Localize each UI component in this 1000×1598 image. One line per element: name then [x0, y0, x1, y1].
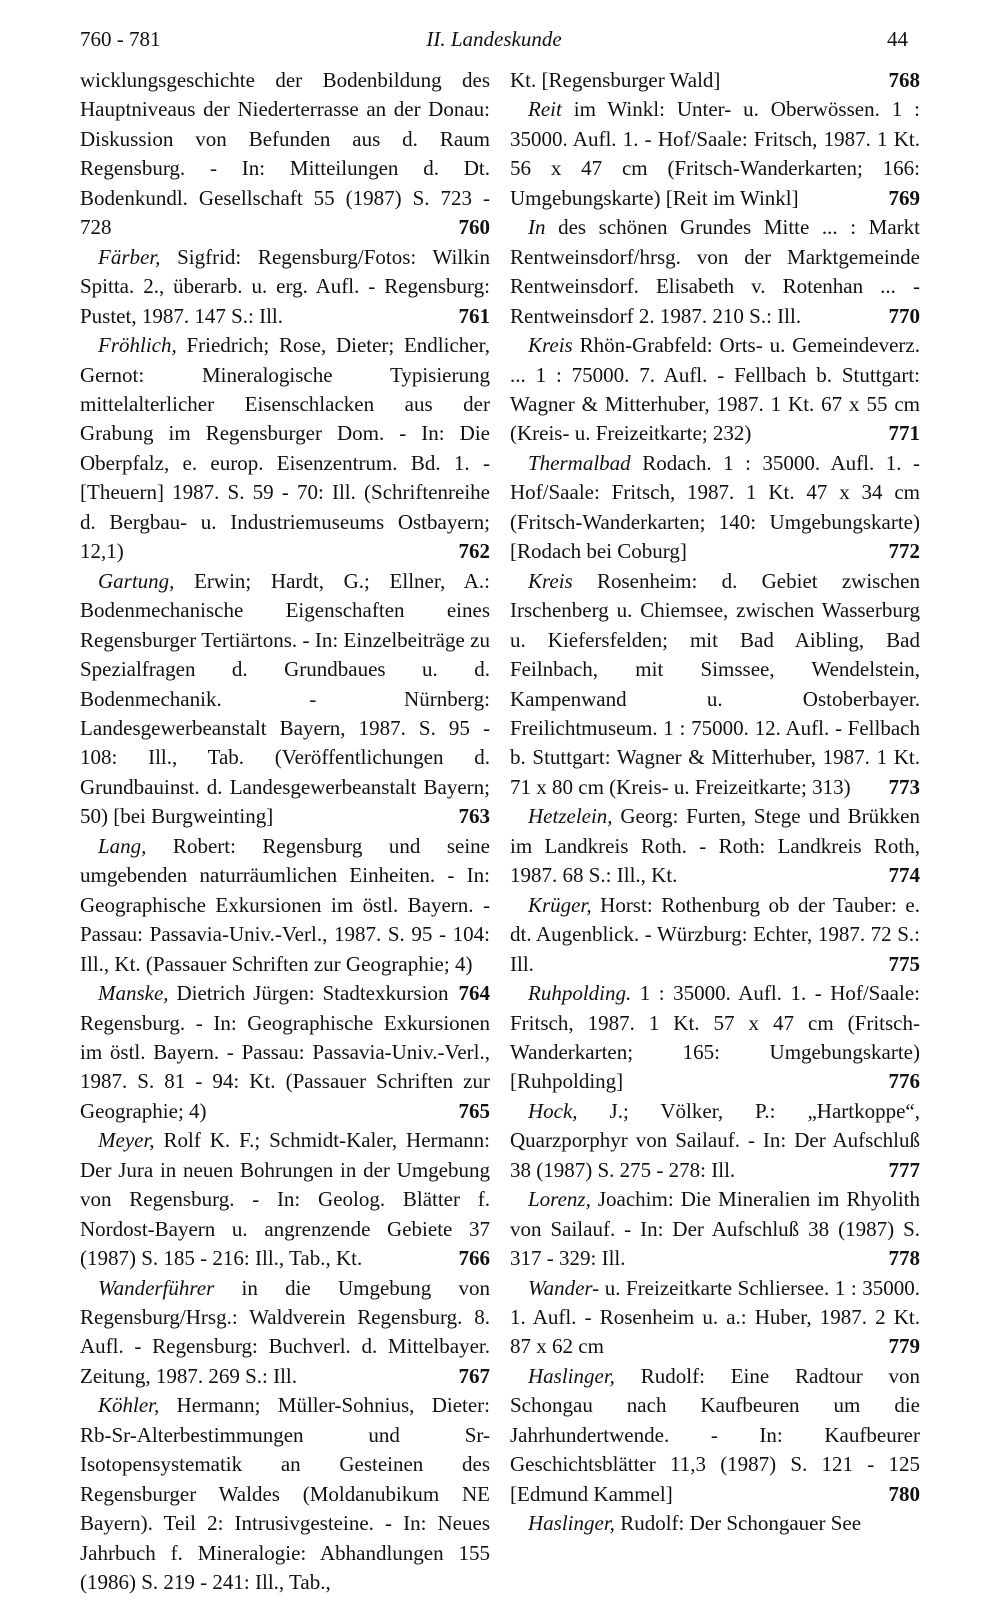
- entry-author: Reit: [528, 97, 562, 122]
- entry-number: 761: [458, 303, 490, 328]
- bibliography-entry: [510, 331, 920, 449]
- bibliography-entry: [510, 1185, 920, 1273]
- entry-text: Joachim: Die Mineralien im Rhyolith von Sailauf. - In: Der Aufschluß 38 (1987) S. 317 - 329: Ill.: [510, 1187, 920, 1271]
- entry-author: Haslinger,: [528, 1511, 615, 1536]
- entry-author: Köhler,: [98, 1393, 160, 1418]
- entry-text: in die Umgebung von Regensburg/Hrsg.: Waldverein Regensburg. 8. Aufl. - Regensburg: Buchverl. d. Mittelbayer. Zeitung, 1987. 269 S.: Ill.: [80, 1275, 490, 1388]
- entry-text: u. Freizeitkarte Schliersee. 1 : 35000. 1. Aufl. - Rosenheim u. a.: Huber, 1987. 2 Kt. 87 x 62 cm: [510, 1275, 920, 1359]
- entry-number: 764: [458, 981, 490, 1006]
- entry-number: 760: [458, 215, 490, 240]
- entry-number: 771: [888, 421, 920, 446]
- entry-number: 776: [888, 1069, 920, 1094]
- entry-text: des schönen Grundes Mitte ... : Markt Rentweinsdorf/hrsg. von der Marktgemeinde Rentweinsdorf. Elisabeth v. Rotenhan ... - Rentweinsdorf 2. 1987. 210 S.: Ill.: [510, 215, 920, 328]
- section-title: II. Landeskunde: [426, 27, 562, 51]
- entry-author: Kreis: [528, 568, 573, 593]
- bibliography-entry: [510, 213, 920, 331]
- bibliography-entry: [80, 331, 490, 567]
- bibliography-entry: [510, 449, 920, 567]
- bibliography-entry: [510, 1362, 920, 1509]
- entry-author: Färber,: [98, 244, 161, 269]
- entry-author: Krüger,: [528, 892, 592, 917]
- bibliography-entry: [80, 1391, 490, 1597]
- entry-text: Rhön-Grabfeld: Orts- u. Gemeindeverz. ... 1 : 75000. 7. Aufl. - Fellbach b. Stuttgart: Wagner & Mitterhuber, 1987. 1 Kt. 67 x 55 cm (Kreis- u. Freizeitkarte; 232): [510, 333, 920, 446]
- entry-text: J.; Völker, P.: „Hartkoppe“, Quarzporphyr von Sailauf. - In: Der Aufschluß 38 (1987) S. 275 - 278: Ill.: [510, 1098, 920, 1182]
- entry-author: In: [528, 215, 546, 240]
- bibliography-entry: [510, 66, 920, 95]
- entry-author: Lang,: [98, 833, 147, 858]
- entry-text: Friedrich; Rose, Dieter; Endlicher, Gernot: Mineralogische Typisierung mittelalterlicher Eisenschlacken aus der Grabung im Regensburger Dom. - In: Die Oberpfalz, e. europ. Eisenzentrum. Bd. 1. - [Theuern] 1987. S. 59 - 70: Ill. (Schriftenreihe d. Bergbau- u. Industriemuseums Ostbayern; 12,1): [80, 333, 490, 564]
- entry-author: Fröhlich,: [98, 333, 177, 358]
- entry-number: 780: [888, 1481, 920, 1506]
- entry-text: Dietrich Jürgen: Stadtexkursion Regensburg. - In: Geographische Exkursionen im östl. Bayern. - Passau: Passavia-Univ.-Verl., 1987. S. 81 - 94: Kt. (Passauer Schriften zur Geographie; 4): [80, 981, 490, 1123]
- bibliography-entry: [510, 567, 920, 803]
- entry-number: 773: [888, 774, 920, 799]
- bibliography-entry: [510, 802, 920, 890]
- entry-text: Rosenheim: d. Gebiet zwischen Irschenberg u. Chiemsee, zwischen Wasserburg u. Kiefersfelden; mit Bad Aibling, Bad Feilnbach, mit Simssee, Wendelstein, Kampenwand u. Ostoberbayer. Freilichtmuseum. 1 : 75000. 12. Aufl. - Fellbach b. Stuttgart: Wagner & Mitterhuber, 1987. 1 Kt. 71 x 80 cm (Kreis- u. Freizeitkarte; 313): [510, 568, 920, 799]
- entry-text: 1 : 35000. Aufl. 1. - Hof/Saale: Fritsch, 1987. 1 Kt. 57 x 47 cm (Fritsch-Wanderkarten; 165: Umgebungskarte) [Ruhpolding]: [510, 981, 920, 1094]
- entry-author: Hetzelein,: [528, 804, 613, 829]
- right-column: [510, 66, 920, 1539]
- entry-text: Rolf K. F.; Schmidt-Kaler, Hermann: Der Jura in neuen Bohrungen in der Umgebung von Regensburg. - In: Geolog. Blätter f. Nordost-Bayern u. angrenzende Gebiete 37 (1987) S. 185 - 216: Ill., Tab., Kt.: [80, 1128, 490, 1271]
- entry-number: 765: [458, 1098, 490, 1123]
- entry-text: Rodach. 1 : 35000. Aufl. 1. - Hof/Saale: Fritsch, 1987. 1 Kt. 47 x 34 cm (Fritsch-Wanderkarten; 140: Umgebungskarte) [Rodach bei Coburg]: [510, 450, 920, 564]
- bibliography-entry: [510, 1274, 920, 1362]
- bibliography-entry: [510, 95, 920, 213]
- entry-text: Rudolf: Der Schongauer See: [614, 1511, 862, 1536]
- bibliography-entry: [510, 1097, 920, 1185]
- entry-number: 775: [888, 951, 920, 976]
- entry-text: Hermann; Müller-Sohnius, Dieter: Rb-Sr-Alterbestimmungen und Sr-Isotopensystematik an Gesteinen des Regensburger Waldes (Moldanubikum NE Bayern). Teil 2: Intrusivgesteine. - In: Neues Jahrbuch f. Mineralogie: Abhandlungen 155 (1986) S. 219 - 241: Ill., Tab.,: [80, 1393, 490, 1595]
- entry-author: Gartung,: [98, 568, 175, 593]
- entry-author: Meyer,: [98, 1128, 155, 1153]
- entry-text: Kt. [Regensburger Wald]: [510, 68, 721, 92]
- bibliography-entry: [80, 1274, 490, 1392]
- entry-text: Rudolf: Eine Radtour von Schongau nach Kaufbeuren um die Jahrhundertwende. - In: Kaufbeurer Geschichtsblätter 11,3 (1987) S. 121 - 125 [Edmund Kammel]: [510, 1363, 920, 1506]
- bibliography-entry: [80, 979, 490, 1126]
- entry-number: 769: [888, 185, 920, 210]
- bibliography-entry: [80, 567, 490, 832]
- entry-author: Wanderführer: [98, 1275, 215, 1300]
- entry-text: Horst: Rothenburg ob der Tauber: e. dt. Augenblick. - Würzburg: Echter, 1987. 72 S.: Ill.: [510, 892, 920, 976]
- entry-text: wicklungsgeschichte der Bodenbildung des Hauptniveaus der Niederterrasse an der Donau: Diskussion von Befunden aus d. Raum Regensburg. - In: Mitteilungen d. Dt. Bodenkundl. Gesellschaft 55 (1987) S. 723 - 728: [80, 68, 490, 240]
- entry-author: Ruhpolding.: [528, 981, 632, 1006]
- bibliography-entry: [510, 1509, 920, 1538]
- entry-number: 768: [888, 68, 920, 92]
- entry-number: 767: [458, 1363, 490, 1388]
- bibliography-entry: [510, 891, 920, 979]
- entry-author: Manske,: [98, 981, 169, 1006]
- entry-number: 779: [888, 1334, 920, 1359]
- entry-author: Hock,: [528, 1098, 578, 1123]
- entry-author: Kreis: [528, 333, 573, 358]
- entry-number: 770: [888, 303, 920, 328]
- entry-author: Lorenz,: [528, 1187, 591, 1212]
- entry-number: 763: [458, 804, 490, 829]
- entry-range: 760 - 781: [80, 27, 161, 51]
- entry-text: Robert: Regensburg und seine umgebenden naturräumlichen Einheiten. - In: Geographische Exkursionen im östl. Bayern. - Passau: Passavia-Univ.-Verl., 1987. S. 95 - 104: Ill., Kt. (Passauer Schriften zur Geographie; 4): [80, 833, 490, 976]
- entry-text: Georg: Furten, Stege und Brükken im Landkreis Roth. - Roth: Landkreis Roth, 1987. 68 S.: Ill., Kt.: [510, 804, 920, 888]
- page-number: 44: [887, 27, 908, 51]
- bibliography-entry: [80, 1126, 490, 1273]
- entry-text: im Winkl: Unter- u. Oberwössen. 1 : 35000. Aufl. 1. - Hof/Saale: Fritsch, 1987. 1 Kt. 56 x 47 cm (Fritsch-Wanderkarten; 166: Umgebungskarte) [Reit im Winkl]: [510, 97, 920, 210]
- left-column: [80, 66, 490, 1598]
- entry-number: 772: [888, 539, 920, 564]
- entry-author: Thermalbad: [528, 450, 631, 475]
- entry-number: 777: [888, 1157, 920, 1182]
- entry-author: Wander-: [528, 1275, 600, 1300]
- entry-number: 778: [888, 1246, 920, 1271]
- entry-author: Haslinger,: [528, 1363, 615, 1388]
- running-header: [80, 24, 908, 60]
- bibliography-entry: [510, 979, 920, 1097]
- entry-text: Sigfrid: Regensburg/Fotos: Wilkin Spitta. 2., überarb. u. erg. Aufl. - Regensburg: Pustet, 1987. 147 S.: Ill.: [80, 244, 490, 328]
- entry-number: 774: [888, 863, 920, 888]
- bibliography-entry: [80, 66, 490, 243]
- bibliography-entry: [80, 243, 490, 331]
- entry-number: 762: [458, 539, 490, 564]
- entry-number: 766: [458, 1246, 490, 1271]
- entry-text: Erwin; Hardt, G.; Ellner, A.: Bodenmechanische Eigenschaften eines Regensburger Tertiärtons. - In: Einzelbeiträge zu Spezialfragen d. Grundbaues u. d. Bodenmechanik. - Nürnberg: Landesgewerbeanstalt Bayern, 1987. S. 95 - 108: Ill., Tab. (Veröffentlichungen d. Grundbauinst. d. Landesgewerbeanstalt Bayern; 50) [bei Burgweinting]: [80, 568, 490, 829]
